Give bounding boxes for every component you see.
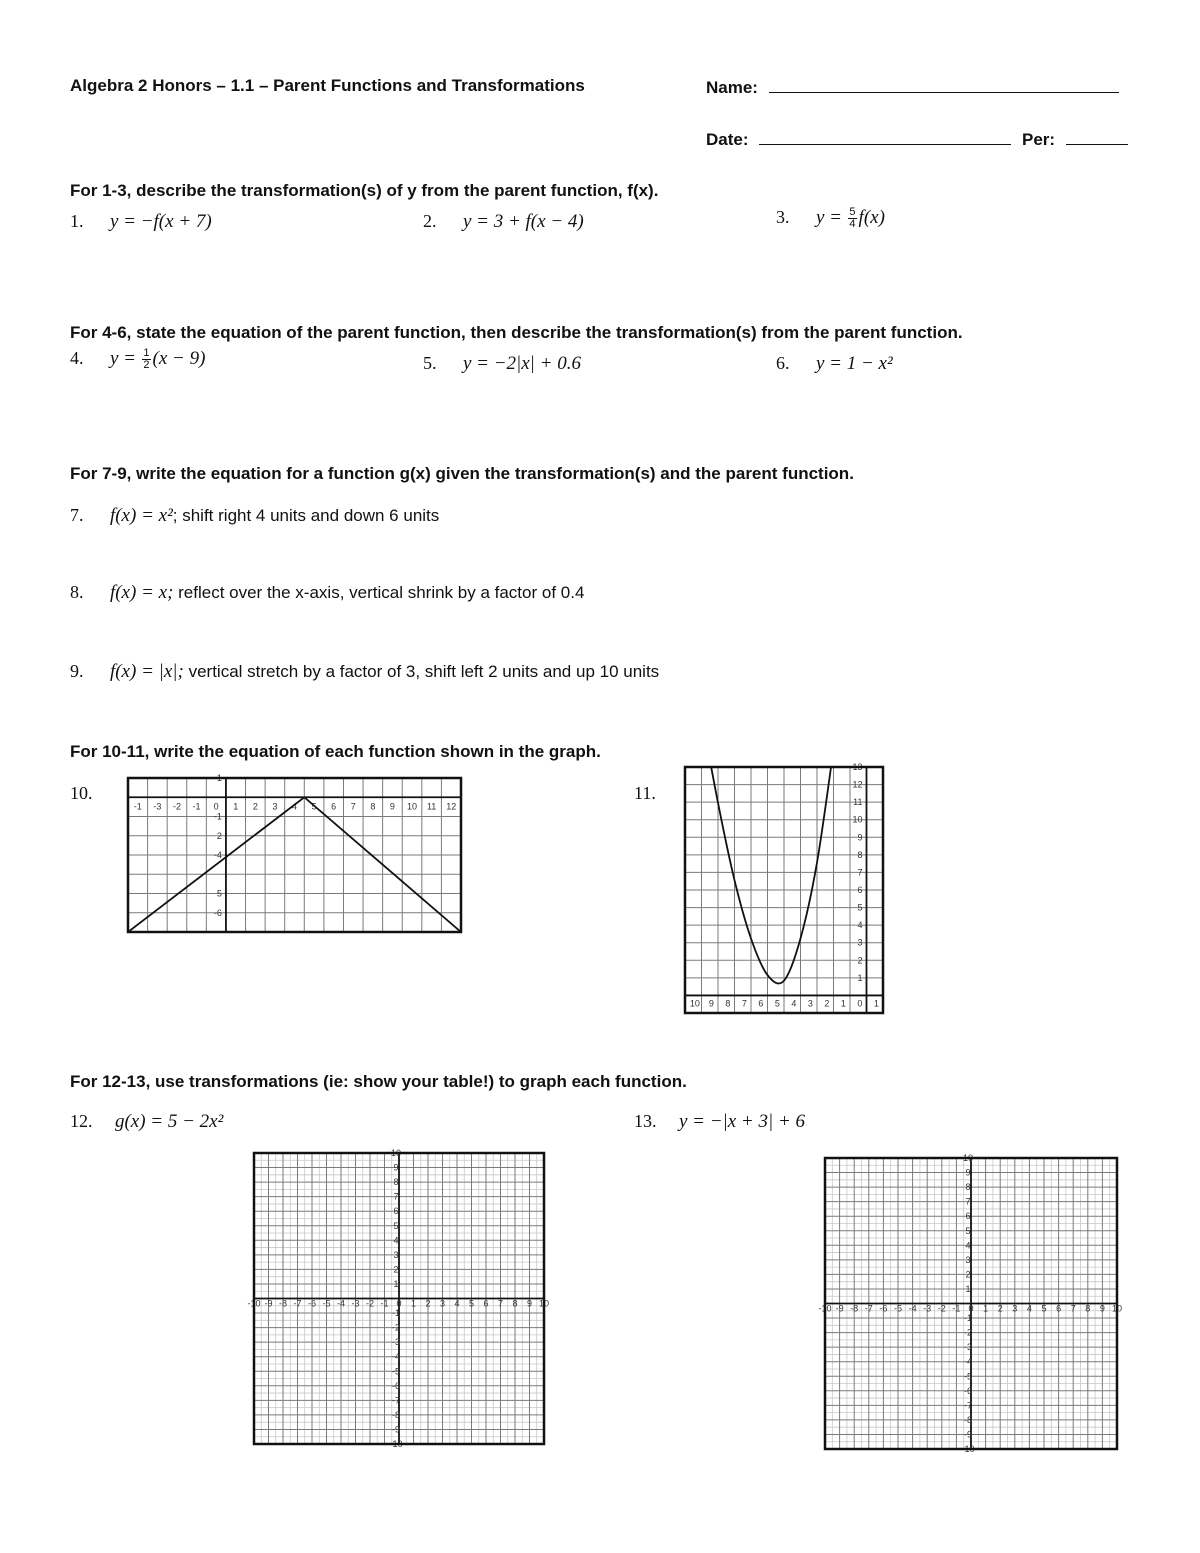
problem-number: 9. <box>70 661 84 681</box>
y-tick-label: 1 <box>216 773 222 783</box>
y-tick-label: 10 <box>962 1153 974 1163</box>
x-tick-label: 12 <box>446 801 457 812</box>
x-tick-label: -4 <box>336 1298 346 1309</box>
x-tick-label: -5 <box>322 1298 331 1309</box>
problem-1 <box>70 211 212 233</box>
transformation-description: vertical stretch by a factor of 3, shift left 2 units and up 10 units <box>183 662 660 681</box>
y-tick-label: 2 <box>857 955 863 966</box>
y-tick-label: 6 <box>857 885 863 895</box>
y-tick-label: 5 <box>965 1225 971 1236</box>
problem-expression: y = −|x + 3| + 6 <box>678 1111 806 1132</box>
y-tick-label: -5 <box>391 1366 401 1377</box>
y-tick-label: 11 <box>853 797 863 808</box>
problem-5 <box>423 353 581 375</box>
y-tick-label: 7 <box>857 867 863 878</box>
y-tick-label: -3 <box>391 1337 401 1348</box>
parent-function: f(x) = |x|; <box>109 661 184 682</box>
x-tick-label: 1 <box>410 1298 417 1309</box>
y-tick-label: -4 <box>963 1356 973 1367</box>
y-tick-label: -6 <box>963 1385 973 1396</box>
graph-13[interactable] <box>818 1153 1123 1454</box>
y-tick-label: -2 <box>963 1327 973 1338</box>
x-tick-label: 8 <box>512 1298 518 1309</box>
x-tick-label: 3 <box>272 801 278 812</box>
x-tick-label: 7 <box>350 801 356 812</box>
y-tick-label: 6 <box>965 1211 971 1222</box>
section3-instruction: For 7-9, write the equation for a function g(x) given the transformation(s) and the parent function. <box>70 464 854 483</box>
y-tick-label: -5 <box>963 1371 973 1382</box>
x-tick-label: 4 <box>454 1298 460 1309</box>
y-tick-label: 4 <box>393 1235 399 1246</box>
problem-expression: y = 1 − x² <box>815 353 893 374</box>
problem-6 <box>776 353 893 375</box>
x-tick-label: 10 <box>538 1298 550 1309</box>
x-tick-label: 2 <box>252 801 258 812</box>
x-tick-label: -9 <box>835 1303 844 1314</box>
x-tick-label: 0 <box>968 1303 974 1314</box>
x-tick-label: 0 <box>396 1298 402 1309</box>
y-tick-label: -1 <box>963 1313 973 1324</box>
y-tick-label: -7 <box>963 1400 973 1411</box>
y-tick-label: 5 <box>216 888 222 899</box>
y-tick-label: 10 <box>852 814 863 825</box>
problem-expression: y = 3 + f(x − 4) <box>462 211 584 232</box>
y-tick-label: 6 <box>393 1206 399 1217</box>
x-tick-label: 4 <box>291 801 298 812</box>
x-tick-label: 6 <box>331 801 337 812</box>
section5-instruction: For 12-13, use transformations (ie: show your table!) to graph each function. <box>70 1072 687 1091</box>
x-tick-label: 9 <box>526 1298 533 1309</box>
x-tick-label: -4 <box>908 1303 917 1314</box>
x-tick-label: 6 <box>1056 1303 1062 1314</box>
y-tick-label: 7 <box>393 1191 399 1202</box>
y-tick-label: -1 <box>213 811 222 822</box>
x-tick-label: 1 <box>233 801 239 812</box>
y-tick-label: -8 <box>963 1414 973 1425</box>
y-tick-label: 10 <box>390 1148 402 1158</box>
date-field[interactable] <box>706 128 1128 150</box>
x-tick-label: 9 <box>1099 1303 1105 1314</box>
problem-expression-rhs: (x − 9) <box>152 348 206 369</box>
y-tick-label: 2 <box>965 1269 971 1280</box>
x-tick-label: 10 <box>407 801 418 812</box>
x-tick-label: -7 <box>864 1303 873 1314</box>
y-tick-label: -6 <box>213 907 222 918</box>
problem-number: 13. <box>634 1111 657 1131</box>
section2-instruction: For 4-6, state the equation of the parent function, then describe the transformation(s) from the parent function. <box>70 323 963 342</box>
x-tick-label: 8 <box>370 801 376 812</box>
y-tick-label: 3 <box>393 1249 399 1260</box>
problem-13 <box>634 1111 805 1133</box>
y-tick-label: -1 <box>391 1308 401 1319</box>
x-tick-label: -1 <box>380 1298 389 1309</box>
x-tick-label: -2 <box>365 1298 375 1309</box>
x-tick-label: -7 <box>293 1298 302 1309</box>
x-tick-label: 0 <box>857 998 863 1009</box>
per-label: Per: <box>1021 130 1056 149</box>
y-tick-label: 2 <box>393 1264 399 1275</box>
y-tick-label: 5 <box>857 902 863 913</box>
y-tick-label: -6 <box>391 1380 401 1391</box>
fraction-denominator: 4 <box>849 218 856 231</box>
problem-7 <box>70 505 439 527</box>
problem-expression: g(x) = 5 − 2x² <box>114 1111 224 1132</box>
y-tick-label: 9 <box>393 1162 399 1173</box>
transformation-description: reflect over the x-axis, vertical shrink by a factor of 0.4 <box>173 583 585 602</box>
y-tick-label: -9 <box>963 1429 973 1440</box>
x-tick-label: 6 <box>483 1298 489 1309</box>
y-tick-label: 9 <box>965 1167 971 1178</box>
x-tick-label: 1 <box>873 998 879 1009</box>
section4-instruction: For 10-11, write the equation of each function shown in the graph. <box>70 742 601 761</box>
x-tick-label: -1 <box>133 801 142 812</box>
fraction <box>848 207 856 230</box>
x-tick-label: 3 <box>807 998 813 1009</box>
x-tick-label: 5 <box>1041 1303 1047 1314</box>
x-tick-label: 5 <box>774 998 780 1009</box>
x-tick-label: -5 <box>893 1303 903 1314</box>
x-tick-label: 9 <box>708 998 714 1009</box>
x-tick-label: -3 <box>351 1298 360 1309</box>
problem-number: 7. <box>70 505 84 525</box>
x-tick-label: -6 <box>879 1303 888 1314</box>
parent-function: f(x) = x; <box>109 582 174 603</box>
x-tick-label: -10 <box>247 1298 261 1309</box>
page-title: Algebra 2 Honors – 1.1 – Parent Functions and Transformations <box>70 76 585 95</box>
y-tick-label: -10 <box>961 1444 975 1454</box>
x-tick-label: 4 <box>1026 1303 1032 1314</box>
y-tick-label: 1 <box>393 1278 399 1289</box>
parent-function: f(x) = x² <box>109 505 173 526</box>
name-label: Name: <box>706 78 758 97</box>
y-tick-label: 4 <box>857 920 863 931</box>
fraction <box>142 348 150 371</box>
problem-number: 4. <box>70 348 84 368</box>
problem-number: 8. <box>70 582 84 602</box>
graph-11 <box>685 762 883 1013</box>
problem-expression-lhs: y = <box>109 348 136 369</box>
name-blank[interactable] <box>769 76 1119 93</box>
y-tick-label: -8 <box>391 1409 401 1420</box>
y-tick-label: 1 <box>965 1283 971 1294</box>
x-tick-label: -3 <box>153 801 162 812</box>
y-tick-label: 2 <box>216 830 222 841</box>
transformation-description: ; shift right 4 units and down 6 units <box>172 506 440 525</box>
x-tick-label: 2 <box>425 1298 431 1309</box>
y-tick-label: -9 <box>391 1424 401 1435</box>
x-tick-label: 10 <box>689 998 700 1009</box>
problem-expression-lhs: y = <box>815 207 842 228</box>
problem-8 <box>70 582 584 604</box>
x-tick-label: -2 <box>172 801 181 812</box>
x-tick-label: -10 <box>818 1303 832 1314</box>
problem-11-number: 11. <box>634 783 656 803</box>
y-tick-label: 9 <box>857 832 863 843</box>
x-tick-label: 3 <box>1012 1303 1018 1314</box>
x-tick-label: 2 <box>824 998 830 1009</box>
x-tick-label: 1 <box>983 1303 989 1314</box>
x-tick-label: -8 <box>850 1303 859 1314</box>
y-tick-label: -10 <box>389 1439 403 1449</box>
x-tick-label: 10 <box>1111 1303 1123 1314</box>
y-tick-label: 5 <box>393 1220 399 1231</box>
problem-number: 12. <box>70 1111 93 1131</box>
x-tick-label: 8 <box>1085 1303 1091 1314</box>
date-blank[interactable] <box>759 128 1011 145</box>
y-tick-label: 3 <box>857 937 863 948</box>
x-tick-label: -1 <box>952 1303 961 1314</box>
y-tick-label: 7 <box>965 1196 971 1207</box>
problem-number: 6. <box>776 353 790 373</box>
problem-expression-rhs: f(x) <box>858 207 885 228</box>
x-tick-label: -6 <box>307 1298 317 1309</box>
x-tick-label: 8 <box>725 998 731 1009</box>
problem-4 <box>70 348 205 371</box>
x-tick-label: 1 <box>840 998 846 1009</box>
x-tick-label: 7 <box>1070 1303 1076 1314</box>
problem-number: 2. <box>423 211 437 231</box>
y-tick-label: -3 <box>963 1342 973 1353</box>
problem-expression: y = −f(x + 7) <box>109 211 212 232</box>
section1-instruction: For 1-3, describe the transformation(s) of y from the parent function, f(x). <box>70 181 659 200</box>
x-tick-label: 7 <box>741 998 747 1009</box>
x-tick-label: -1 <box>192 801 201 812</box>
y-tick-label: -4 <box>391 1351 401 1362</box>
x-tick-label: -9 <box>264 1298 273 1309</box>
y-tick-label: 12 <box>852 779 863 790</box>
y-tick-label: 3 <box>965 1254 971 1265</box>
y-tick-label: 4 <box>965 1240 971 1251</box>
series-line <box>128 797 461 932</box>
problem-9 <box>70 661 659 683</box>
y-tick-label: 8 <box>965 1182 971 1193</box>
per-blank[interactable] <box>1066 128 1128 145</box>
fraction-numerator: 5 <box>849 206 856 219</box>
x-tick-label: 0 <box>213 801 219 812</box>
x-tick-label: 9 <box>389 801 395 812</box>
problem-3 <box>776 207 885 230</box>
problem-expression: y = −2|x| + 0.6 <box>462 353 581 374</box>
y-tick-label: -2 <box>391 1322 401 1333</box>
name-field[interactable] <box>706 76 1119 98</box>
graph-12[interactable] <box>247 1148 550 1449</box>
y-tick-label: 8 <box>393 1177 399 1188</box>
problem-10-number: 10. <box>70 783 93 803</box>
problem-2 <box>423 211 584 233</box>
x-tick-label: 6 <box>758 998 764 1009</box>
date-label: Date: <box>706 130 749 149</box>
x-tick-label: 11 <box>426 801 437 812</box>
x-tick-label: -2 <box>937 1303 946 1314</box>
x-tick-label: 5 <box>311 801 317 812</box>
x-tick-label: 5 <box>468 1298 475 1309</box>
x-tick-label: 4 <box>791 998 797 1009</box>
problem-number: 3. <box>776 207 790 227</box>
x-tick-label: 3 <box>439 1298 446 1309</box>
problem-12 <box>70 1111 223 1133</box>
problem-number: 1. <box>70 211 84 231</box>
y-tick-label: -7 <box>391 1395 401 1406</box>
problem-number: 5. <box>423 353 437 373</box>
fraction-denominator: 2 <box>143 359 150 372</box>
y-tick-label: 1 <box>857 972 863 983</box>
y-tick-label: -4 <box>213 850 222 860</box>
fraction-numerator: 1 <box>143 347 150 360</box>
x-tick-label: -3 <box>923 1303 932 1314</box>
y-tick-label: 13 <box>852 762 863 772</box>
y-tick-label: 8 <box>857 849 863 860</box>
x-tick-label: -8 <box>278 1298 288 1309</box>
x-tick-label: 2 <box>997 1303 1003 1314</box>
graph-10 <box>128 773 461 932</box>
x-tick-label: 7 <box>497 1298 504 1309</box>
